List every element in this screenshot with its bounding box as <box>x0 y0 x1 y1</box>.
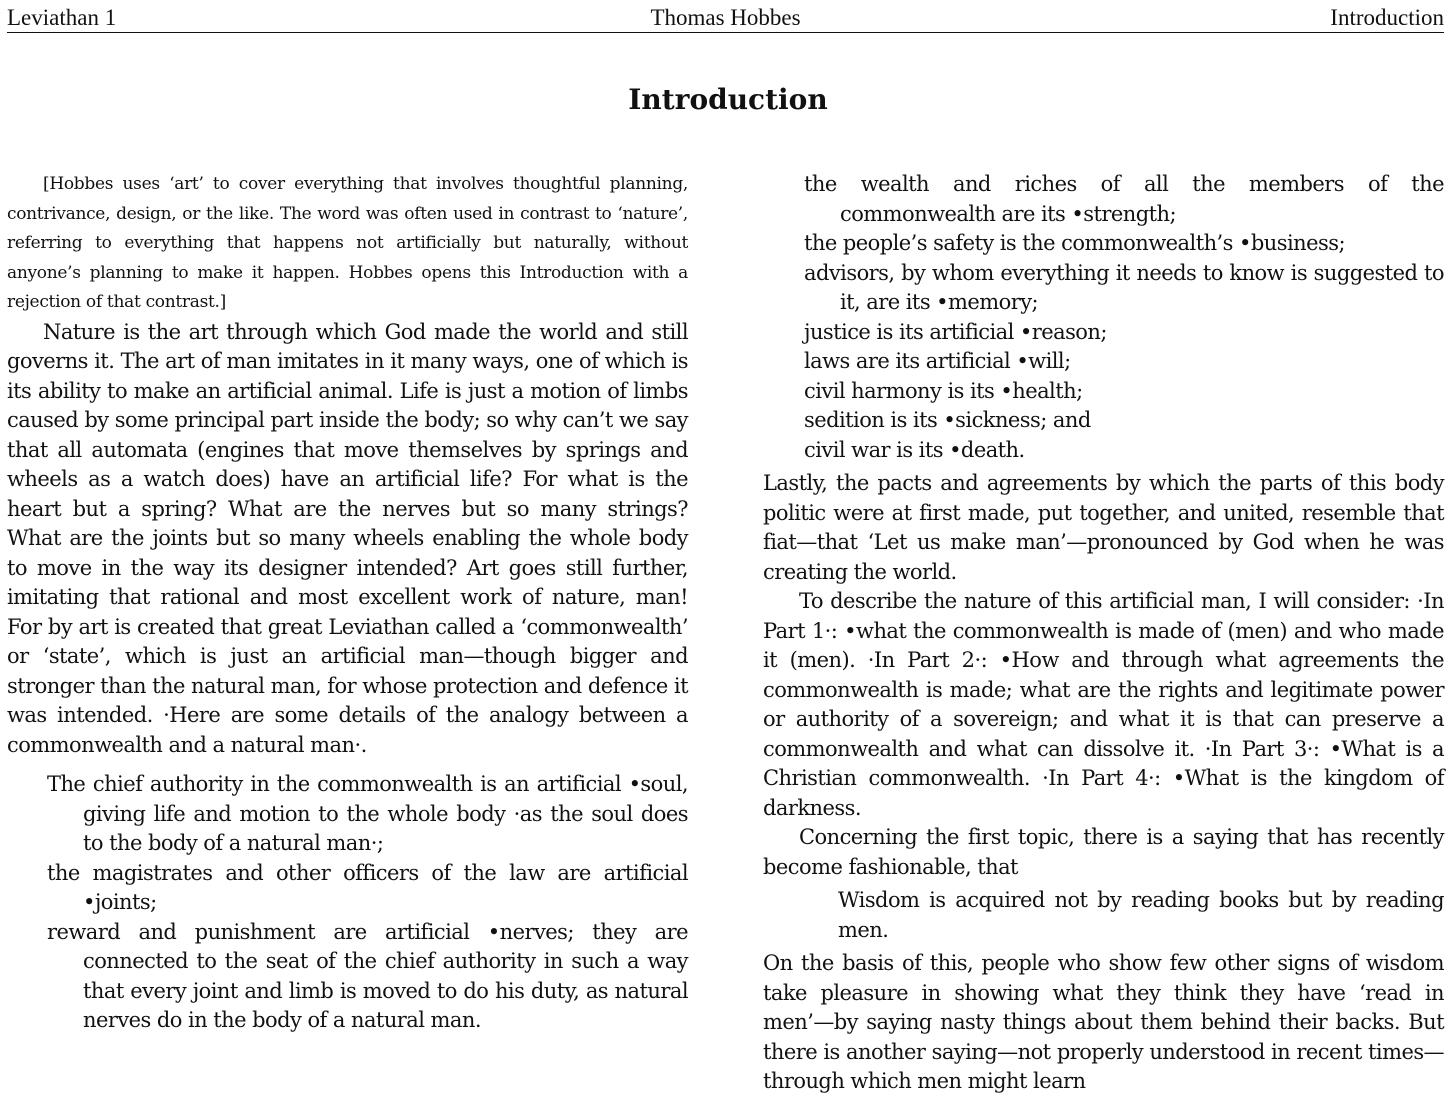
left-column <box>7 170 688 1036</box>
header-section: Introduction <box>1330 5 1444 30</box>
list-item: justice is its artificial •reason; <box>804 319 1107 344</box>
block-quote: Wisdom is acquired not by reading books but by reading men. <box>838 888 1444 942</box>
list-item: the wealth and riches of all the members of the commonwealth are its •strength; <box>804 172 1444 226</box>
intro-paragraph: Nature is the art through which God made the world and still governs it. The art of man imitates in it many ways, one of which is its ability to make an artificial animal. Life is just a motion of limbs caused by some principal part inside the body; so why can’t we say that all automata (engines that move themselves by springs and wheels as a watch does) have an artificial life? For what is the heart but a spring? What are the nerves but so many strings? What are the joints but so many wheels enabling the whole body to move in the way its designer intended? Art goes still further, imitating that rational and most excellent work of nature, man! For by art is created that great Leviathan called a ‘commonwealth’ or ‘state’, which is just an artificial man—though bigger and stronger than the natural man, for whose protection and defence it was intended. ·Here are some details of the analogy between a commonwealth and a natural man·. <box>7 319 688 757</box>
list-item: laws are its artificial •will; <box>804 349 1071 373</box>
list-item: the magistrates and other officers of the law are artificial •joints; <box>47 860 688 914</box>
list-item: sedition is its •sickness; and <box>804 408 1091 432</box>
body-politic-paragraph: Lastly, the pacts and agreements by which the parts of this body politic were at first made, put together, and united, resemble that fiat—that ‘Let us make man’—pronounced by God when he was creating the world. <box>763 471 1444 584</box>
list-item: civil war is its •death. <box>804 437 1025 462</box>
analogy-list-left <box>7 770 688 1036</box>
page-title: Introduction <box>628 83 828 116</box>
running-header <box>7 4 1444 33</box>
list-item: advisors, by whom everything it needs to know is suggested to it, are its •memory; <box>804 260 1444 314</box>
plan-paragraph: To describe the nature of this artificial man, I will consider: ·In Part 1·: •what the commonwealth is made of (men) and who made it (men). ·In Part 2·: •How and through what agreements the commonwealth is made; what are the rights and legitimate power or authority of a sovereign; and what it is that can preserve a commonwealth and what can dissolve it. ·In Part 3·: •What is a Christian commonwealth. ·In Part 4·: •What is the kingdom of darkness. <box>763 589 1444 820</box>
header-author: Thomas Hobbes <box>650 5 801 30</box>
editor-note: [Hobbes uses ‘art’ to cover everything that involves thoughtful planning, contrivance, design, or the like. The word was often used in contrast to ‘nature’, referring to everything that happens not artificially but naturally, without anyone’s planning to make it happen. Hobbes opens this Introduction with a rejection of that contrast.] <box>7 174 688 312</box>
list-item: reward and punishment are artificial •nerves; they are connected to the seat of the chief authority in such a way that every joint and limb is moved to do his duty, as natural nerves do in the body of a natural man. <box>47 919 688 1032</box>
read-in-men-paragraph: On the basis of this, people who show few other signs of wisdom take pleasure in showing what they think they have ‘read in men’—by saying nasty things about them behind their backs. But there is another saying—not properly understood in recent times—through which men might learn <box>763 951 1444 1093</box>
list-item: the people’s safety is the commonwealth’s •business; <box>804 231 1345 255</box>
analogy-list-right <box>763 170 1444 465</box>
first-topic-paragraph: Concerning the first topic, there is a saying that has recently become fashionable, that <box>763 825 1444 879</box>
header-book-title: Leviathan 1 <box>7 5 117 30</box>
list-item: The chief authority in the commonwealth is an artificial •soul, giving life and motion to the whole body ·as the soul does to the body of a natural man·; <box>47 772 688 855</box>
list-item: civil harmony is its •health; <box>804 378 1083 403</box>
right-column <box>763 170 1444 1097</box>
